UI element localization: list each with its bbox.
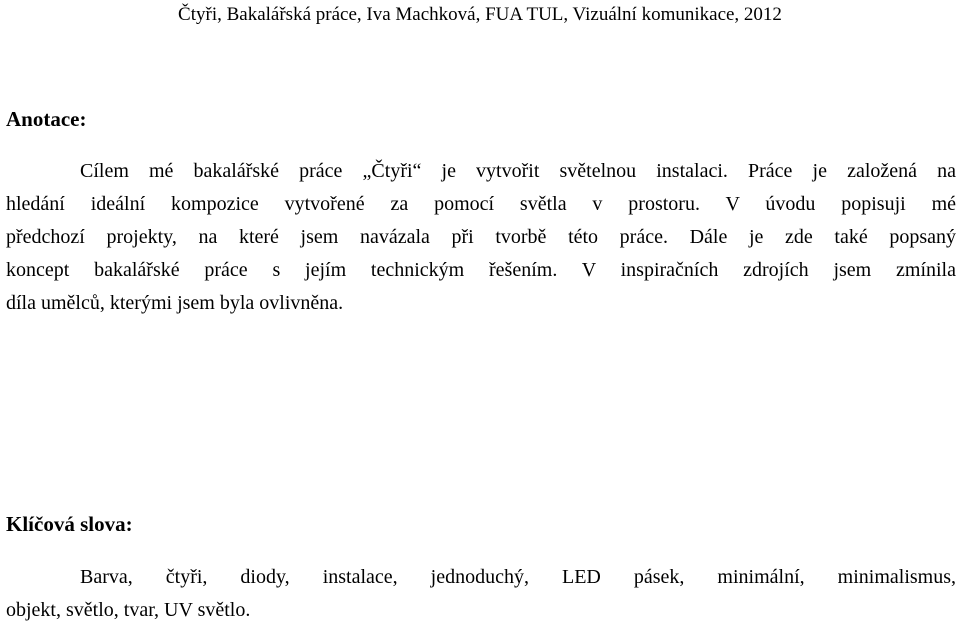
annotation-paragraph xyxy=(6,155,956,320)
annotation-line: předchozí projekty, na které jsem navázala při tvorbě této práce. Dále je zde také popsaný xyxy=(6,226,956,248)
running-header: Čtyři, Bakalářská práce, Iva Machková, FUA TUL, Vizuální komunikace, 2012 xyxy=(178,4,782,25)
annotation-line: koncept bakalářské práce s jejím technickým řešením. V inspiračních zdrojích jsem zmínila xyxy=(6,259,956,281)
keywords-line: objekt, světlo, tvar, UV světlo. xyxy=(6,599,251,621)
keywords-paragraph xyxy=(6,561,956,627)
annotation-line: hledání ideální kompozice vytvořené za pomocí světla v prostoru. V úvodu popisuji mé xyxy=(6,193,956,215)
annotation-line: díla umělců, kterými jsem byla ovlivněna. xyxy=(6,292,344,314)
annotation-heading: Anotace: xyxy=(6,107,87,131)
keywords-heading: Klíčová slova: xyxy=(6,512,133,536)
annotation-line: Cílem mé bakalářské práce „Čtyři“ je vytvořit světelnou instalaci. Práce je založená na xyxy=(80,160,956,182)
keywords-line: Barva, čtyři, diody, instalace, jednoduchý, LED pásek, minimální, minimalismus, xyxy=(80,566,956,588)
